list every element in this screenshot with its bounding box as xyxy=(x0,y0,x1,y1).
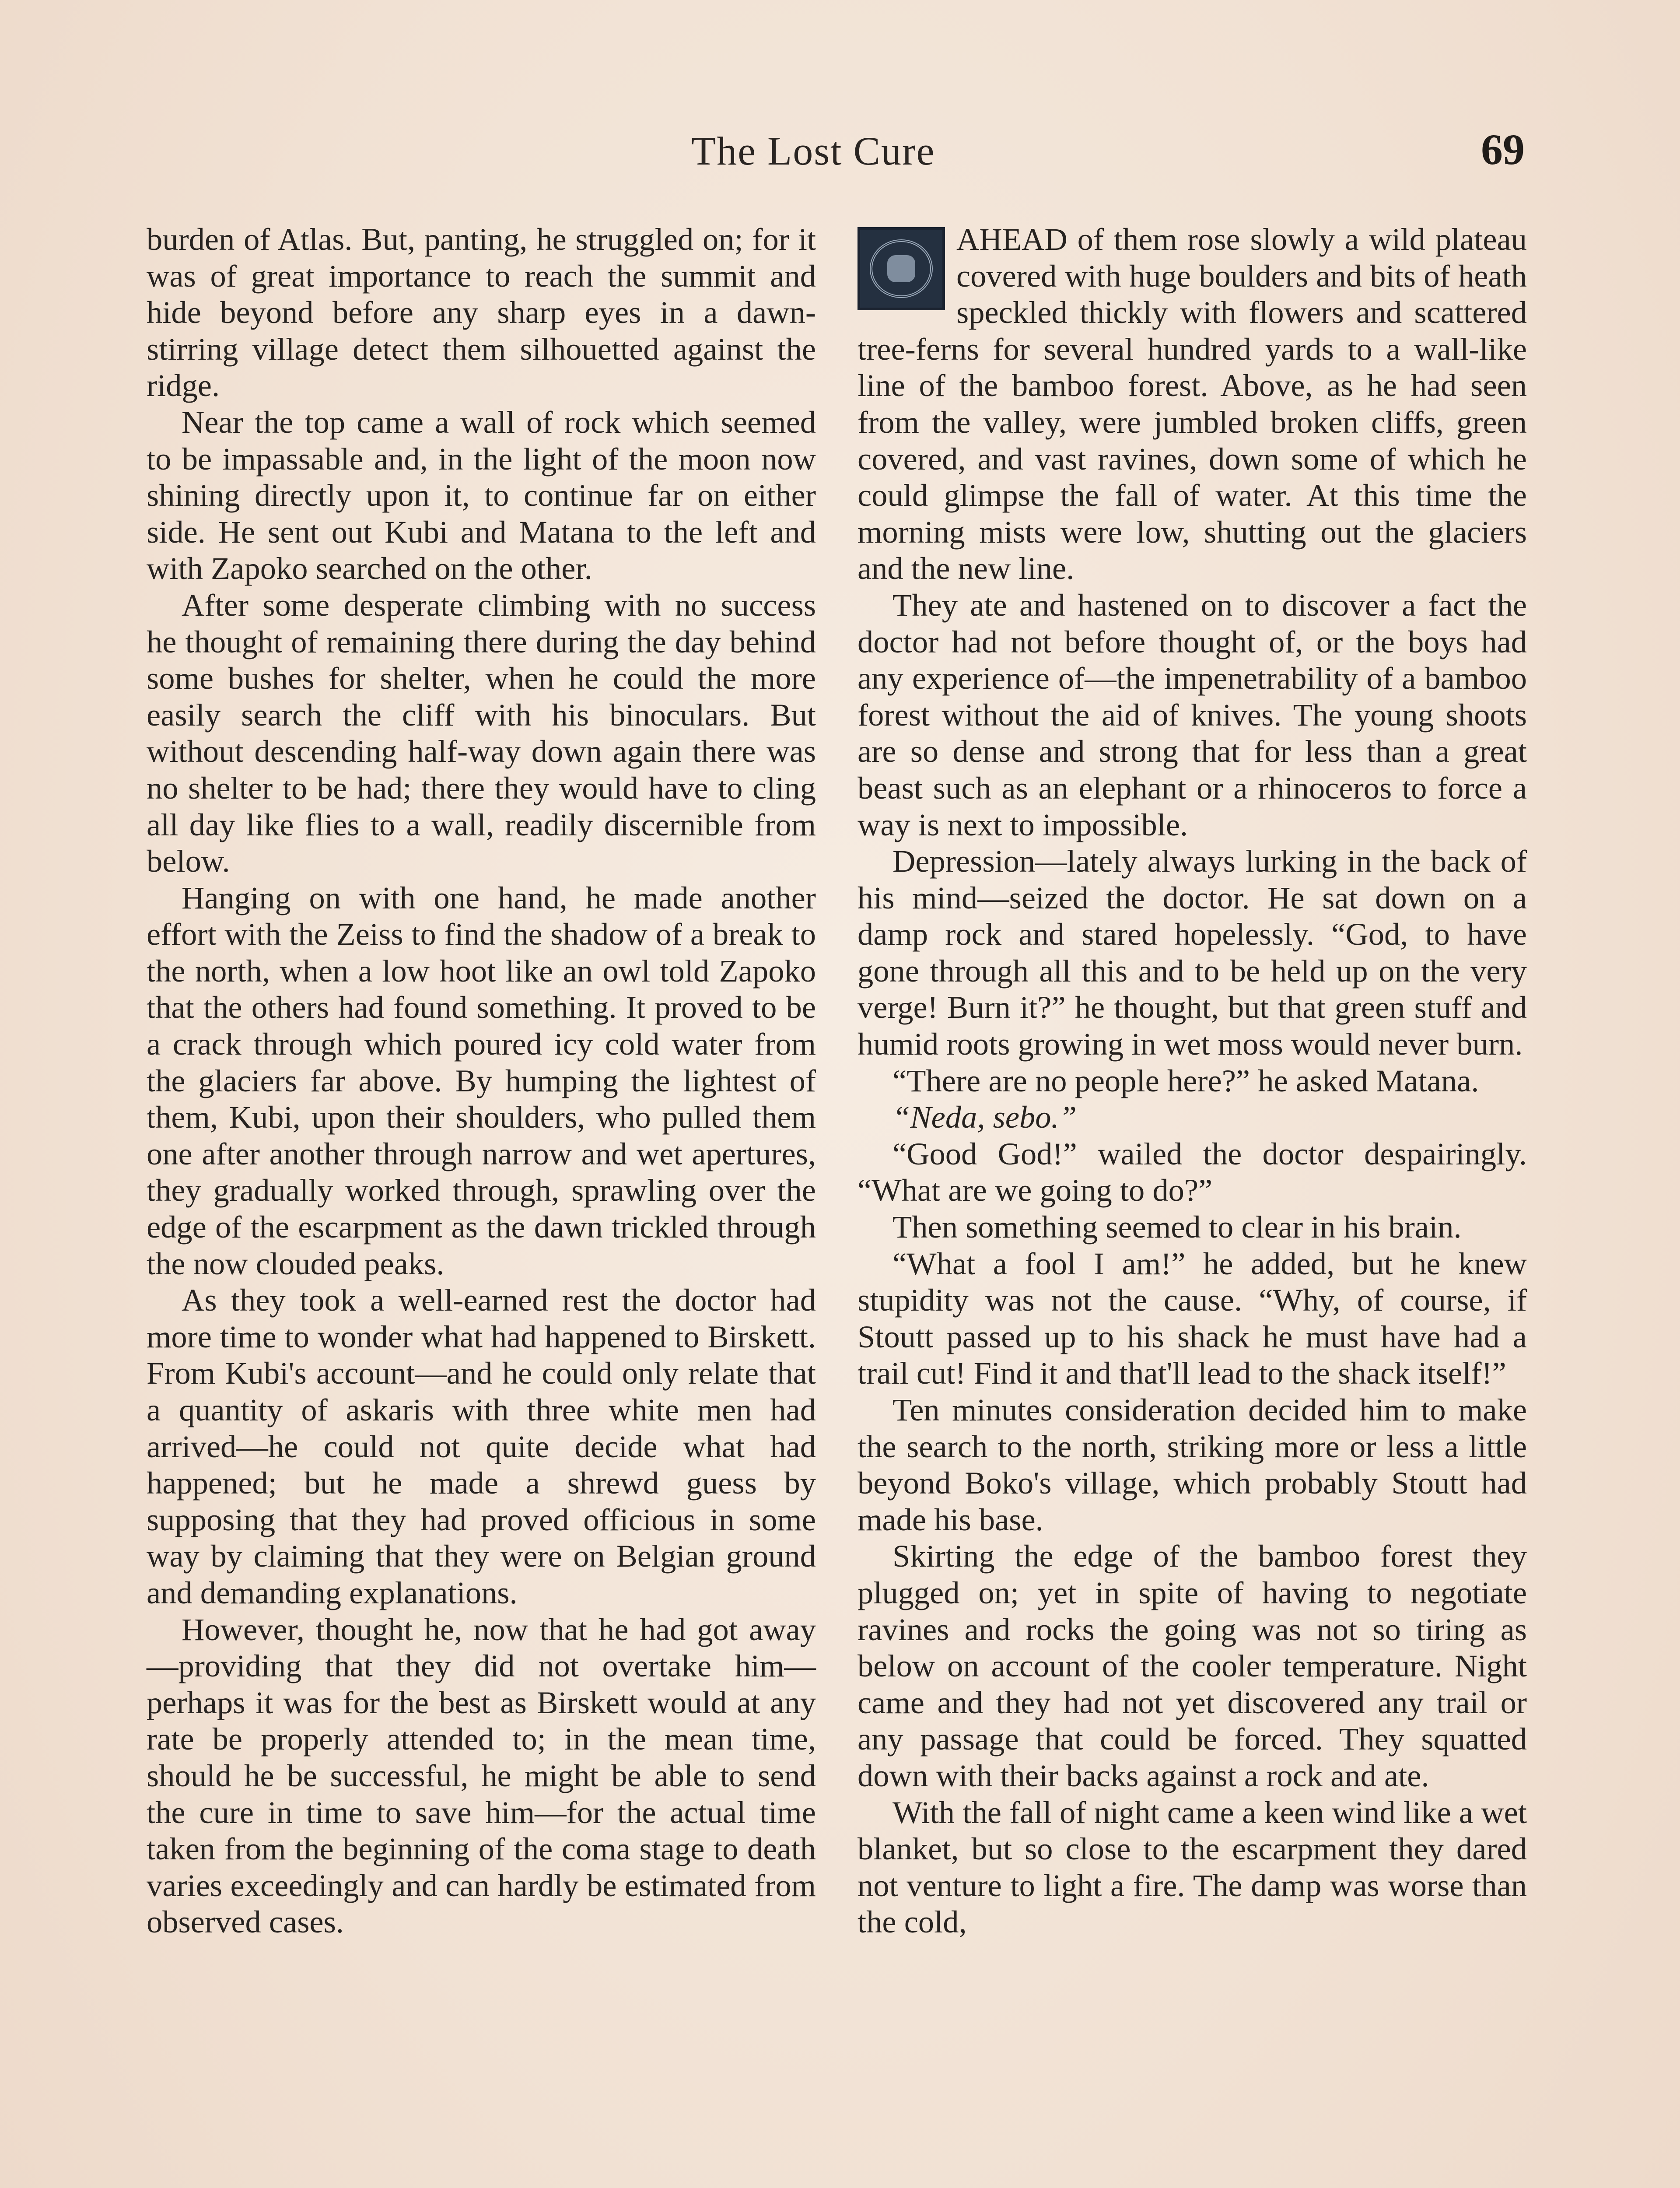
dialogue-line: “Good God!” wailed the doctor despairingly. “What are we going to do?” xyxy=(858,1136,1527,1208)
paragraph: As they took a well-earned rest the doctor had more time to wonder what had happened to Birskett. From Kubi's account—and he could only relate that a quantity of askaris with three white men had arrived—he could not quite decide what had happened; but he made a shrewd guess by supposing that they had proved officious in some way by claiming that they were on Belgian ground and demanding explanations. xyxy=(147,1282,816,1610)
paragraph: After some desperate climbing with no success he thought of remaining there during the day behind some bushes for shelter, when he could the more easily search the cliff with his binoculars. But without descending half-way down again there was no shelter to be had; there they would have to cling all day like flies to a wall, readily discernible from below. xyxy=(147,587,816,879)
paragraph: Near the top came a wall of rock which seemed to be impassable and, in the light of the moon now shining directly upon it, to continue far on either side. He sent out Kubi and Matana to the left and with Zapoko searched on the other. xyxy=(147,404,816,586)
paragraph: Skirting the edge of the bamboo forest they plugged on; yet in spite of having to negotiate ravines and rocks the going was not so tiring as below on account of the cooler temperature. Night came and they had not yet discovered any trail or any passage that could be forced. They squatted down with their backs against a rock and ate. xyxy=(858,1538,1527,1793)
paragraph: However, thought he, now that he had got away—providing that they did not overtake him—perhaps it was for the best as Birskett would at any rate be properly attended to; in the mean time, should he be successful, he might be able to send the cure in time to save him—for the actual time taken from the beginning of the coma stage to death varies exceedingly and can hardly be estimated from observed cases. xyxy=(147,1611,816,1940)
left-column xyxy=(147,221,816,1940)
running-title: The Lost Cure xyxy=(691,129,935,173)
right-column xyxy=(858,221,1527,1940)
opening-paragraph: AHEAD of them rose slowly a wild plateau covered with huge boulders and bits of heath speckled thickly with flowers and scattered tree-ferns for several hundred yards to a wall-like line of the bamboo forest. Above, as he had seen from the valley, were jumbled broken cliffs, green covered, and vast ravines, down some of which he could glimpse the fall of water. At this time the morning mists were low, shutting out the glaciers and the new line. xyxy=(858,221,1527,586)
dialogue-line: “Neda, sebo.” xyxy=(892,1099,1077,1135)
paragraph: Ten minutes consideration decided him to make the search to the north, striking more or less a little beyond Boko's village, which probably Stoutt had made his base. xyxy=(858,1392,1527,1537)
paragraph: Depression—lately always lurking in the back of his mind—seized the doctor. He sat down on a damp rock and stared hopelessly. “God, to have gone through all this and to be held up on the very verge! Burn it?” he thought, but that green stuff and humid roots growing in wet moss would never burn. xyxy=(858,843,1527,1062)
paragraph: burden of Atlas. But, panting, he struggled on; for it was of great importance to reach the summit and hide beyond before any sharp eyes in a dawn-stirring village detect them silhouetted against the ridge. xyxy=(147,221,816,403)
dialogue-line: “What a fool I am!” he added, but he knew stupidity was not the cause. “Why, of course, if Stoutt passed up to his shack he must have had a trail cut! Find it and that'll lead to the shack itself!” xyxy=(858,1245,1527,1391)
paragraph: With the fall of night came a keen wind like a wet blanket, but so close to the escarpment they dared not venture to light a fire. The damp was worse than the cold, xyxy=(858,1794,1527,1940)
paragraph: Then something seemed to clear in his brain. xyxy=(892,1209,1462,1245)
ornamental-initial-icon xyxy=(858,227,945,310)
paragraph: They ate and hastened on to discover a fact the doctor had not before thought of, or the boys had any experience of—the impenetrability of a bamboo forest without the aid of knives. The young shoots are so dense and strong that for less than a great beast such as an elephant or a rhinoceros to force a way is next to impossible. xyxy=(858,587,1527,842)
page-number: 69 xyxy=(1481,125,1525,174)
paragraph: Hanging on with one hand, he made another effort with the Zeiss to find the shadow of a break to the north, when a low hoot like an owl told Zapoko that the others had found something. It proved to be a crack through which poured icy cold water from the glaciers far above. By humping the lightest of them, Kubi, upon their shoulders, who pulled them one after another through narrow and wet apertures, they gradually worked through, sprawling over the edge of the escarpment as the dawn trickled through the now clouded peaks. xyxy=(147,880,816,1281)
dialogue-line: “There are no people here?” he asked Matana. xyxy=(892,1062,1479,1098)
